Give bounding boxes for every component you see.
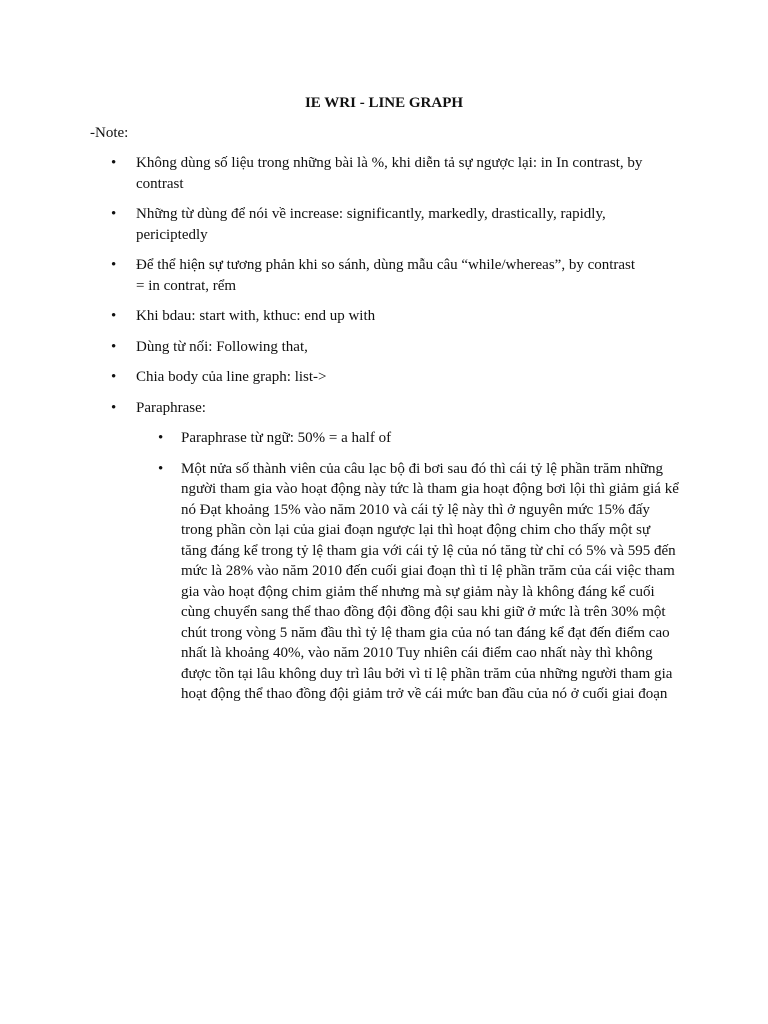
sub-list-item (158, 459, 679, 705)
sub-list-item (158, 428, 679, 449)
note-list (0, 153, 679, 715)
paraphrase-sublist (136, 428, 679, 705)
list-item-text: Không dùng số liệu trong những bài là %, khi diễn tả sự ngược lại: in In contrast, by contrast (136, 155, 643, 192)
list-item (0, 337, 646, 358)
list-item-text: Để thể hiện sự tương phản khi so sánh, dùng mẫu câu “while/whereas”, by contrast = in contrat, rểm (136, 257, 636, 294)
sub-list-item-text: Paraphrase từ ngữ: 50% = a half of (181, 430, 392, 446)
list-item (0, 153, 646, 194)
list-item-paraphrase (0, 398, 679, 705)
list-item (0, 306, 646, 327)
bullet-icon: • (111, 257, 117, 273)
bullet-icon: • (158, 460, 164, 477)
bullet-icon: • (111, 308, 117, 324)
list-item-text: Dùng từ nối: Following that, (136, 338, 308, 355)
bullet-icon: • (111, 338, 117, 355)
document-title: IE WRI - LINE GRAPH (304, 95, 464, 111)
sub-list-item-text: Một nửa số thành viên của câu lạc bộ đi bơi sau đó thì cái tỷ lệ phần trăm những người tham gia vào hoạt động này tức là tham gia hoạt động bơi lội thì giảm giá kể nó Đạt khoảng 15% vào năm 2010 và cái tỷ lệ này thì ở nguyên mức 15% đấy trong phần còn lại của giai đoạn ngược lại thì hoạt động chim cho thấy một sự tăng đáng kể trong tỷ lệ tham gia với cái tỷ lệ của nó tăng từ chỉ có 5% và 595 đến mức là 28% vào năm 2010 đến cuối giai đoạn thì tỉ lệ phần trăm của cái việc tham gia vào hoạt động chim giảm thế nhưng mà sự giảm này là không đáng kể cuối cùng chuyển sang thể thao đồng đội đồng đội sau khi giữ ở mức là trên 30% một chút trong vòng 5 năm đầu thì tỷ lệ tham gia của nó tan đáng kể đạt đến điểm cao nhất là khoảng 40%, vào năm 2010 Tuy nhiên cái điểm cao nhất này thì không được tồn tại lâu không duy trì lâu bởi vì tỉ lệ phần trăm của những người tham gia hoạt động thể thao đồng đội giảm trở về cái mức ban đầu của nó ở cuối giai đoạn (181, 460, 679, 702)
list-item (0, 255, 646, 296)
list-item-text: Khi bdau: start with, kthuc: end up with (136, 308, 376, 324)
note-label: -Note: (90, 125, 129, 141)
bullet-icon: • (111, 206, 117, 222)
list-item-text: Paraphrase: (136, 399, 206, 416)
list-item (0, 367, 646, 388)
bullet-icon: • (111, 399, 117, 416)
bullet-icon: • (111, 369, 117, 385)
bullet-icon: • (158, 430, 164, 446)
list-item-text: Những từ dùng để nói về increase: significantly, markedly, drastically, rapidly, periciptedly (136, 206, 606, 243)
bullet-icon: • (111, 155, 117, 171)
list-item (0, 204, 646, 245)
list-item-text: Chia body của line graph: list-> (136, 369, 327, 385)
